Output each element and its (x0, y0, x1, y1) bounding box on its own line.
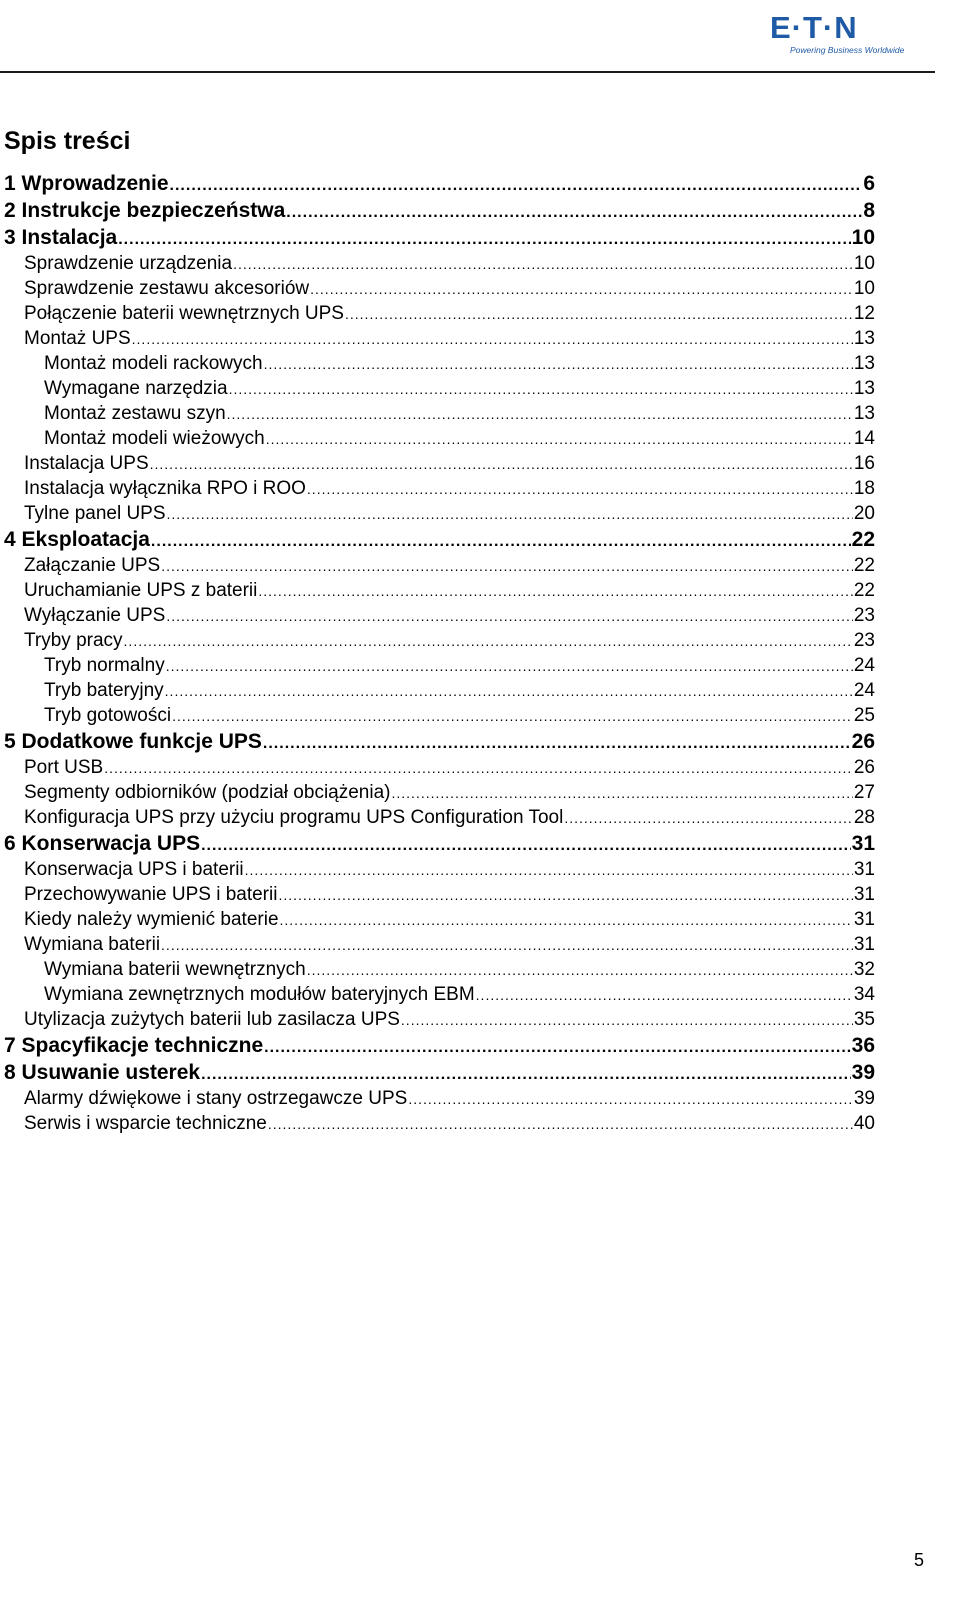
toc-entry[interactable] (0, 326, 875, 351)
toc-entry[interactable] (0, 351, 875, 376)
toc-entry[interactable] (0, 401, 875, 426)
toc-leader-dots (233, 252, 853, 277)
toc-entry[interactable] (0, 857, 875, 882)
toc-entry[interactable] (0, 830, 875, 857)
toc-entry-title: Montaż UPS (24, 328, 131, 349)
toc-leader-dots (170, 172, 863, 199)
toc-leader-dots (263, 730, 851, 757)
toc-leader-dots (286, 199, 862, 226)
toc-entry-title: 3 Instalacja (4, 226, 118, 249)
toc-entry-title: Alarmy dźwiękowe i stany ostrzegawcze UPS (24, 1088, 408, 1109)
toc-entry-page: 10 (851, 226, 875, 249)
toc-entry-page: 31 (853, 934, 875, 955)
toc-entry-title: 1 Wprowadzenie (4, 172, 169, 195)
toc-entry-title: 5 Dodatkowe funkcje UPS (4, 730, 262, 753)
toc-entry-page: 22 (851, 528, 875, 551)
toc-entry-title: Tylne panel UPS (24, 503, 166, 524)
toc-leader-dots (345, 302, 853, 327)
toc-entry-page: 22 (853, 580, 875, 601)
toc-entry-title: 6 Konserwacja UPS (4, 832, 201, 855)
toc-leader-dots (307, 477, 853, 502)
toc-leader-dots (151, 528, 851, 555)
toc-leader-dots (266, 427, 853, 452)
toc-entry-title: Sprawdzenie zestawu akcesoriów (24, 278, 310, 299)
toc-leader-dots (280, 908, 853, 933)
toc-entry-page: 10 (853, 253, 875, 274)
toc-entry[interactable] (0, 678, 875, 703)
toc-leader-dots (229, 377, 853, 402)
toc-entry-title: 7 Spacyfikacje techniczne (4, 1034, 264, 1057)
toc-leader-dots (172, 704, 853, 729)
toc-entry-page: 31 (853, 859, 875, 880)
toc-entry-page: 13 (853, 353, 875, 374)
toc-entry[interactable] (0, 476, 875, 501)
toc-entry-page: 10 (853, 278, 875, 299)
toc-entry-page: 34 (853, 984, 875, 1005)
toc-entry[interactable] (0, 703, 875, 728)
toc-entry-page: 31 (853, 884, 875, 905)
toc-entry[interactable] (0, 1032, 875, 1059)
toc-entry-title: Konfiguracja UPS przy użyciu programu UPS Configuration Tool (24, 807, 564, 828)
toc-entry-page: 13 (853, 328, 875, 349)
toc-entry-page: 13 (853, 378, 875, 399)
toc-leader-dots (161, 554, 853, 579)
toc-leader-dots (166, 654, 853, 679)
toc-leader-dots (391, 781, 852, 806)
toc-entry-title: Połączenie baterii wewnętrznych UPS (24, 303, 344, 324)
toc-entry-title: Montaż modeli wieżowych (44, 428, 265, 449)
toc-entry-title: Instalacja UPS (24, 453, 149, 474)
toc-entry[interactable] (0, 907, 875, 932)
toc-entry[interactable] (0, 301, 875, 326)
toc-entry[interactable] (0, 982, 875, 1007)
page-number: 5 (913, 1550, 924, 1570)
toc-entry-page: 23 (853, 630, 875, 651)
toc-entry[interactable] (0, 276, 875, 301)
toc-entry[interactable] (0, 578, 875, 603)
toc-entry[interactable] (0, 553, 875, 578)
toc-leader-dots (166, 604, 853, 629)
toc-entry-page: 18 (853, 478, 875, 499)
toc-entry[interactable] (0, 526, 875, 553)
toc-entry-title: Przechowywanie UPS i baterii (24, 884, 278, 905)
toc-leader-dots (161, 933, 853, 958)
toc-entry-title: Wymiana baterii (24, 934, 161, 955)
toc-title: Spis treści (4, 127, 131, 155)
toc-leader-dots (264, 352, 853, 377)
toc-entry-title: 8 Usuwanie usterek (4, 1061, 201, 1084)
toc-entry-title: Wymiana baterii wewnętrznych (44, 959, 306, 980)
toc-entry[interactable] (0, 628, 875, 653)
toc-entry-title: Uruchamianie UPS z baterii (24, 580, 258, 601)
toc-entry[interactable] (0, 653, 875, 678)
toc-entry-title: Instalacja wyłącznika RPO i ROO (24, 478, 306, 499)
toc-entry-page: 23 (853, 605, 875, 626)
toc-entry-page: 31 (851, 832, 875, 855)
toc-entry-title: 2 Instrukcje bezpieczeństwa (4, 199, 286, 222)
toc-leader-dots (118, 226, 850, 253)
toc-entry-page: 39 (853, 1088, 875, 1109)
toc-entry[interactable] (0, 1059, 875, 1086)
toc-entry-page: 27 (853, 782, 875, 803)
toc-entry-page: 32 (853, 959, 875, 980)
toc-entry-title: Montaż modeli rackowych (44, 353, 263, 374)
toc-entry-title: 4 Eksploatacja (4, 528, 150, 551)
eaton-logo (770, 12, 905, 58)
toc-entry[interactable] (0, 251, 875, 276)
toc-entry[interactable] (0, 728, 875, 755)
toc-entry-page: 6 (863, 172, 875, 195)
logo-tagline: Powering Business Worldwide (790, 45, 905, 55)
toc-entry[interactable] (0, 1086, 875, 1111)
toc-entry-page: 26 (851, 730, 875, 753)
toc-entry-page: 12 (853, 303, 875, 324)
toc-leader-dots (307, 958, 853, 983)
toc-entry[interactable] (0, 451, 875, 476)
toc-entry[interactable] (0, 501, 875, 526)
toc-entry-page: 24 (853, 680, 875, 701)
toc-leader-dots (476, 983, 853, 1008)
toc-entry-page: 24 (853, 655, 875, 676)
toc-leader-dots (201, 1061, 851, 1088)
toc-entry-page: 25 (853, 705, 875, 726)
toc-entry-title: Port USB (24, 757, 104, 778)
toc-entry[interactable] (0, 224, 875, 251)
toc-entry[interactable] (0, 780, 875, 805)
toc-leader-dots (104, 756, 853, 781)
toc-entry[interactable] (0, 882, 875, 907)
logo-wordmark: E·T·N (770, 10, 858, 45)
toc-leader-dots (310, 277, 853, 302)
toc-leader-dots (268, 1112, 853, 1137)
toc-entry-page: 36 (851, 1034, 875, 1057)
toc-entry-page: 16 (853, 453, 875, 474)
toc-entry-title: Sprawdzenie urządzenia (24, 253, 233, 274)
toc-entry[interactable] (0, 603, 875, 628)
toc-leader-dots (258, 579, 852, 604)
toc-entry-title: Wymagane narzędzia (44, 378, 228, 399)
toc-leader-dots (124, 629, 853, 654)
toc-entry-title: Utylizacja zużytych baterii lub zasilacza UPS (24, 1009, 400, 1030)
toc-entry-title: Kiedy należy wymienić baterie (24, 909, 279, 930)
toc-entry-page: 13 (853, 403, 875, 424)
toc-entry[interactable] (0, 376, 875, 401)
toc-entry-page: 35 (853, 1009, 875, 1030)
toc-leader-dots (564, 806, 853, 831)
toc-entry[interactable] (0, 932, 875, 957)
toc-entry-title: Tryb normalny (44, 655, 165, 676)
toc-entry-title: Tryb gotowości (44, 705, 172, 726)
toc-entry-title: Wyłączanie UPS (24, 605, 166, 626)
toc-leader-dots (150, 452, 853, 477)
toc-leader-dots (264, 1034, 851, 1061)
table-of-contents (0, 170, 875, 1136)
toc-entry-title: Załączanie UPS (24, 555, 161, 576)
toc-entry[interactable] (0, 1111, 875, 1136)
toc-entry-page: 31 (853, 909, 875, 930)
toc-entry-title: Tryb bateryjny (44, 680, 164, 701)
toc-entry[interactable] (0, 170, 875, 197)
toc-entry[interactable] (0, 426, 875, 451)
header-divider (0, 71, 935, 73)
toc-entry-page: 8 (863, 199, 875, 222)
toc-leader-dots (227, 402, 853, 427)
toc-entry[interactable] (0, 1007, 875, 1032)
toc-entry[interactable] (0, 197, 875, 224)
toc-leader-dots (165, 679, 853, 704)
toc-entry[interactable] (0, 957, 875, 982)
toc-entry[interactable] (0, 755, 875, 780)
toc-entry-page: 28 (853, 807, 875, 828)
toc-entry-title: Wymiana zewnętrznych modułów bateryjnych EBM (44, 984, 475, 1005)
toc-entry-page: 20 (853, 503, 875, 524)
toc-entry-page: 26 (853, 757, 875, 778)
toc-leader-dots (401, 1008, 853, 1033)
toc-entry-title: Serwis i wsparcie techniczne (24, 1113, 267, 1134)
toc-entry-title: Segmenty odbiorników (podział obciążenia) (24, 782, 391, 803)
toc-leader-dots (132, 327, 853, 352)
toc-entry-page: 22 (853, 555, 875, 576)
toc-leader-dots (201, 832, 851, 859)
toc-leader-dots (167, 502, 853, 527)
toc-entry-title: Konserwacja UPS i baterii (24, 859, 244, 880)
toc-entry-title: Montaż zestawu szyn (44, 403, 226, 424)
toc-entry[interactable] (0, 805, 875, 830)
toc-entry-page: 40 (853, 1113, 875, 1134)
toc-entry-title: Tryby pracy (24, 630, 123, 651)
toc-leader-dots (408, 1087, 853, 1112)
toc-entry-page: 39 (851, 1061, 875, 1084)
toc-leader-dots (278, 883, 852, 908)
toc-entry-page: 14 (853, 428, 875, 449)
toc-leader-dots (245, 858, 853, 883)
